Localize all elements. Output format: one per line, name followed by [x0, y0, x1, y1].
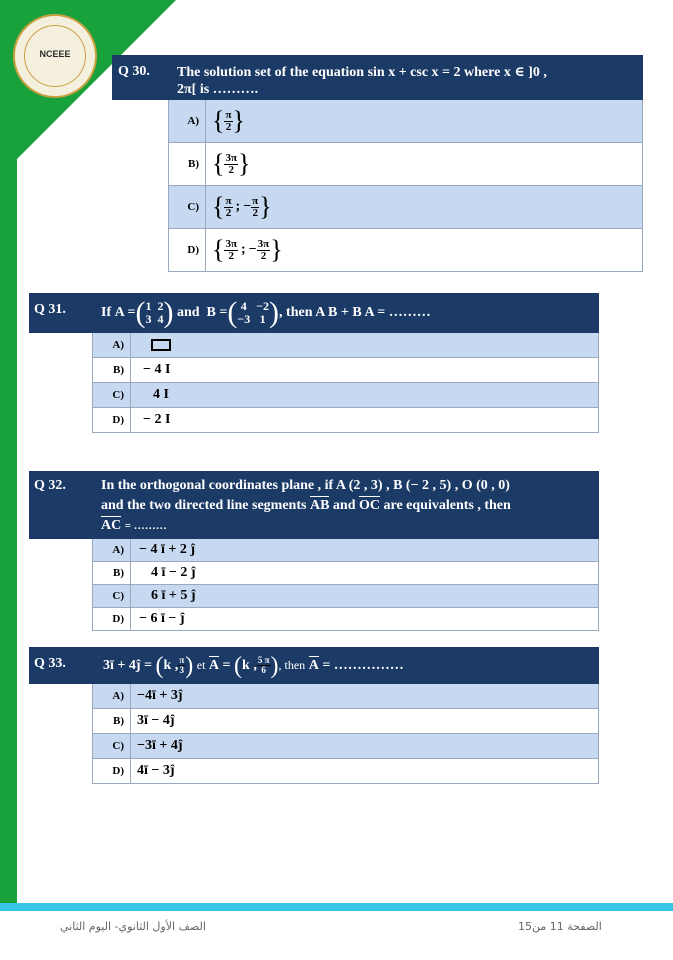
if-text: If	[101, 305, 112, 320]
vector-oc: OC	[358, 498, 380, 513]
option-value: − 4 ī + 2 ĵ	[139, 542, 196, 557]
matrix-a-name: A =	[114, 305, 136, 320]
option-value: −4ī + 3ĵ	[137, 688, 183, 703]
option-d[interactable]	[92, 759, 599, 784]
option-label: A)	[93, 539, 131, 561]
option-c[interactable]	[92, 734, 599, 759]
option-value: { $\frac{3\pi}{2}$ }	[212, 149, 251, 178]
question-30	[112, 55, 643, 272]
option-label: C)	[169, 186, 206, 228]
angle-1: $\frac{\pi}{3}$	[179, 655, 185, 675]
option-a[interactable]	[92, 684, 599, 709]
option-a[interactable]	[92, 333, 599, 358]
question-tail: = ……………	[322, 657, 404, 673]
option-b[interactable]	[92, 709, 599, 734]
vector-ac: AC	[101, 518, 122, 533]
et-text: et	[196, 658, 206, 672]
vector-ab: AB	[309, 498, 330, 513]
option-value: { $\frac{\pi}{2}$ }	[212, 106, 245, 135]
option-value: −3ī + 4ĵ	[137, 738, 183, 753]
question-31	[29, 293, 599, 433]
question-tail: , then A B + B A = ………	[279, 305, 431, 320]
option-value: { $\frac{\pi}{2}$ ; − $\frac{\pi}{2}$ }	[212, 192, 272, 221]
question-32	[29, 471, 599, 631]
option-a[interactable]	[92, 539, 599, 562]
then-text: , then	[278, 658, 306, 672]
footer-page-number: الصفحة 11 من15	[518, 920, 602, 933]
option-c[interactable]	[92, 383, 599, 408]
question-line2-a: and the two directed line segments	[101, 498, 307, 513]
matrix-b-name: B =	[206, 305, 228, 320]
option-label: D)	[93, 408, 131, 432]
polar-1: k ,	[163, 657, 179, 673]
footer-grade-text: الصف الأول الثانوي- اليوم الثاني	[60, 920, 206, 933]
option-label: A)	[93, 684, 131, 708]
option-c[interactable]	[168, 186, 643, 229]
empty-box-glyph	[151, 339, 171, 351]
option-a[interactable]	[168, 100, 643, 143]
equals-sign: =	[222, 657, 231, 673]
option-d[interactable]	[168, 229, 643, 272]
equation-lhs: 3ī + 4ĵ =	[103, 657, 153, 673]
option-label: C)	[93, 734, 131, 758]
option-value: 4ī − 3ĵ	[137, 763, 175, 778]
option-d[interactable]	[92, 608, 599, 631]
option-value: 6 ī + 5 ĵ	[151, 588, 196, 603]
footer-divider	[0, 903, 673, 911]
ncee-logo	[13, 14, 97, 98]
option-value: − 6 ī − ĵ	[139, 611, 185, 626]
option-label: B)	[169, 143, 206, 185]
question-stem-line1: The solution set of the equation sin x + csc x = 2 where x ∈ ]0 ,	[177, 65, 547, 80]
option-value: − 4 I	[143, 362, 171, 377]
vector-a-2: A	[308, 657, 319, 673]
question-line2-c: are equivalents , then	[383, 498, 511, 513]
option-label: B)	[93, 709, 131, 733]
question-30-header	[112, 55, 643, 100]
option-b[interactable]	[92, 562, 599, 585]
polar-2: k ,	[242, 657, 257, 673]
option-value: 3ī − 4ĵ	[137, 713, 175, 728]
option-label: B)	[93, 562, 131, 584]
vector-a: A	[208, 657, 220, 673]
question-line3-tail: = ………	[124, 520, 167, 532]
option-label: C)	[93, 585, 131, 607]
option-label: D)	[169, 229, 206, 271]
option-d[interactable]	[92, 408, 599, 433]
question-stem-line2: 2π[ is ……….	[177, 82, 259, 97]
left-border-bar	[0, 0, 17, 905]
question-32-header	[29, 471, 599, 539]
matrix-b: ( 4 −2 −3 1 )	[227, 296, 280, 329]
option-label: A)	[169, 100, 206, 142]
option-b[interactable]	[92, 358, 599, 383]
question-number: Q 30.	[118, 64, 150, 79]
option-value: { $\frac{3\pi}{2}$ ; − $\frac{3\pi}{2}$ }	[212, 235, 283, 264]
question-line1: In the orthogonal coordinates plane , if A (2 , 3) , B (− 2 , 5) , O (0 , 0)	[101, 478, 510, 493]
logo-text: NCEEE	[39, 49, 71, 59]
and-text: and	[176, 305, 200, 320]
option-label: D)	[93, 759, 131, 783]
angle-2: $\frac{5 \pi}{6}$	[257, 655, 270, 675]
option-label: C)	[93, 383, 131, 407]
option-label: B)	[93, 358, 131, 382]
option-value	[151, 333, 171, 357]
option-value: − 2 I	[143, 412, 171, 427]
question-33-header: Q 33. 3ī + 4ĵ = ( k , $\frac{\pi}{3}$ ) et A = ( k , $\frac{5 \pi}{6}$ ) , then A = ……………	[29, 647, 599, 684]
question-line2-b: and	[332, 498, 356, 513]
question-number: Q 32.	[34, 478, 66, 493]
option-label: A)	[93, 333, 131, 357]
option-c[interactable]	[92, 585, 599, 608]
matrix-a: ( 1 2 3 4 )	[135, 296, 174, 329]
option-b[interactable]	[168, 143, 643, 186]
option-value: 4 ī − 2 ĵ	[151, 565, 196, 580]
option-label: D)	[93, 608, 131, 630]
option-value: 4 I	[153, 387, 169, 402]
question-31-header	[29, 293, 599, 333]
question-33	[29, 647, 599, 784]
question-number: Q 31.	[34, 302, 66, 317]
question-number: Q 33.	[34, 656, 66, 671]
